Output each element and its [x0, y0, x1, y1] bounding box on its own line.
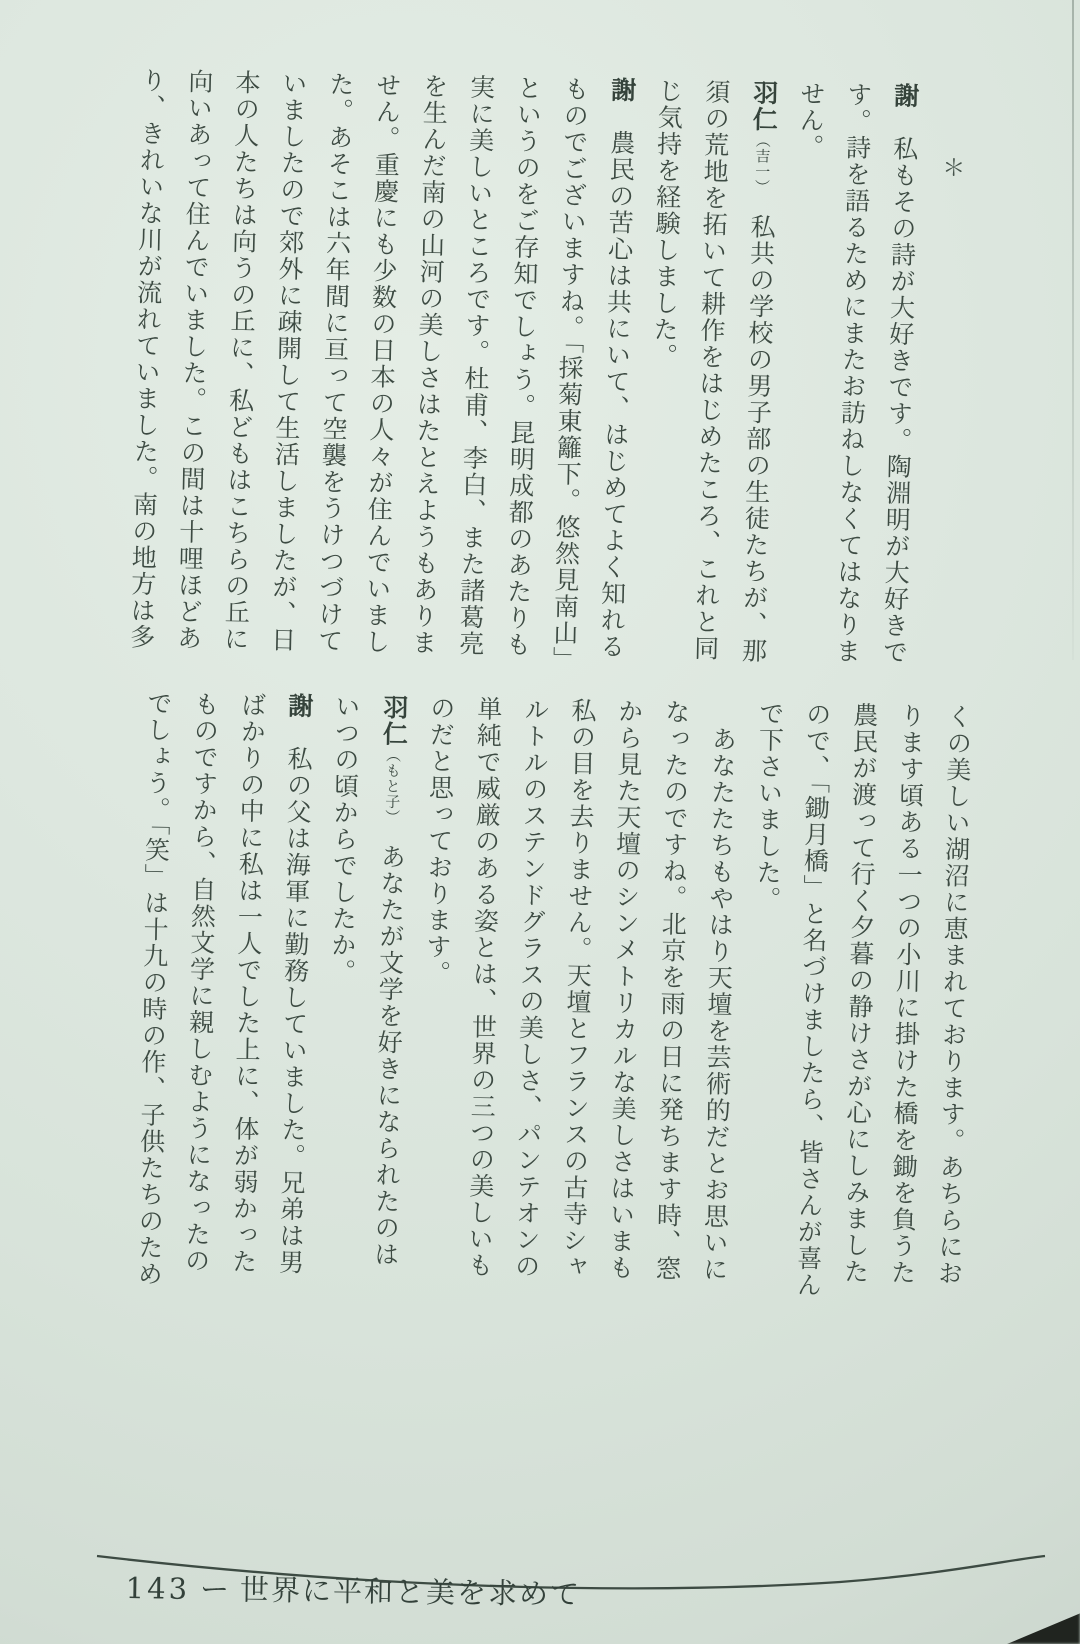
speaker-name: 謝: [890, 82, 921, 110]
speaker-name: 謝: [284, 692, 315, 720]
column-text: 向いあって住んでいました。この間は十哩ほどあ: [173, 68, 215, 652]
column-text: 私共の学校の男子部の生徒たちが、那: [738, 186, 777, 665]
column-text: いましたので郊外に疎開して生活しましたが、日: [267, 70, 309, 654]
column-text: 須の荒地を拓いて耕作をはじめたころ、これと同: [690, 78, 732, 662]
column-text: あなたたちもやはり天壇を芸術的だとお思いに: [699, 699, 739, 1283]
running-title: 世界に平和と美を求めて: [239, 1572, 582, 1612]
column-text: ばかりの中に私は一人でした上に、体が弱かった: [228, 691, 268, 1276]
page-number: 143: [125, 1570, 191, 1606]
column-text: 私の父は海軍に勤務していました。兄弟は男: [275, 718, 314, 1276]
page-edge-line: [1072, 0, 1074, 660]
column-text: た。あそこは六年間に亘って空襲をうけつづけて: [314, 70, 356, 655]
column-text: ものでございますね。「採菊東籬下。悠然見南山」: [549, 75, 591, 674]
column-text: ります頃ある一つの小川に掛けた橋を鋤を負うた: [887, 702, 927, 1286]
column-text: ので、「鋤月橋」と名づけましたら、皆さんが喜ん: [793, 701, 833, 1299]
speaker-name: 謝: [607, 76, 638, 104]
speaker-subname: （もと子）: [383, 747, 403, 818]
column-text: から見た天壇のシンメトリカルな美しさはいまも: [605, 697, 645, 1282]
column-text: くの美しい湖沼に恵まれております。あちらにお: [934, 703, 974, 1287]
page-footer: [125, 1566, 581, 1613]
photo-corner-shadow: [1004, 1610, 1080, 1644]
column-text: 農民の苦心は共にいて、はじめてよく知れる: [596, 103, 637, 661]
column-text: 実に美しいところです。杜甫、李白、また諸葛亮: [455, 73, 497, 658]
column-text: じ気持を経験しました。: [649, 77, 685, 370]
column-text: あなたが文学を好きになられたのは: [370, 817, 408, 1268]
column-text: なったのですね。北京を雨の日に発ちます時、窓: [652, 698, 692, 1283]
column-text: 本の人たちは向うの丘に、私どもはこちらの丘に: [220, 69, 262, 653]
column-text: 私の目を去りません。天壇とフランスの古寺シャ: [558, 697, 598, 1281]
top-text-block: [116, 67, 976, 724]
column-text: というのをご存知でしょう。昆明成都のあたりも: [502, 74, 544, 659]
bottom-text-block: [124, 690, 982, 1364]
column-text: を生んだ南の山河の美しさはたとえようもありま: [408, 72, 450, 657]
column-text: で下さいました。: [752, 700, 786, 913]
column-text: す。詩を語るためにまたお訪ねしなくてはなりま: [832, 81, 874, 665]
column-text: ルトルのステンドグラスの美しさ、パンテオンの: [511, 696, 551, 1280]
column-text: 農民が渡って行く夕暮の静けさが心にしみました: [840, 701, 880, 1286]
column-text: せん。: [795, 80, 827, 161]
footer-separator: ー: [199, 1572, 231, 1607]
column-text: でしょう。「笑」は十九の時の作、子供たちのため: [134, 690, 174, 1288]
speaker-name: 羽仁: [379, 694, 410, 748]
speaker-name: 羽仁: [748, 79, 780, 134]
column-text: いつの頃からでしたか。: [327, 693, 362, 986]
speaker-subname: （吉一）: [752, 132, 772, 188]
column-text: 単純で威厳のある姿とは、世界の三つの美しいも: [464, 695, 504, 1279]
column-text: せん。重慶にも少数の日本の人々が住んでいまし: [361, 71, 403, 656]
column-text: ものですから、自然文学に親しむようになったの: [181, 690, 221, 1275]
column-text: り、きれいな川が流れていました。南の地方は多: [126, 67, 168, 651]
column-text: のだと思っております。: [422, 694, 457, 987]
star-glyph: ＊: [938, 155, 965, 181]
column-text: 私もその詩が大好きです。陶淵明が大好きで: [879, 108, 920, 666]
